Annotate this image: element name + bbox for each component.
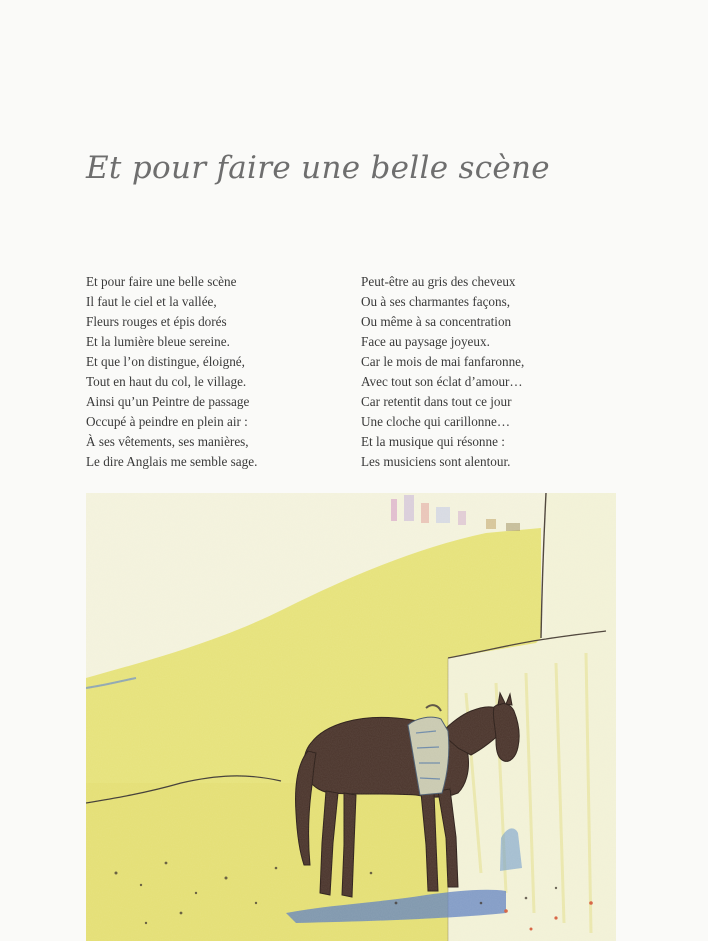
poem-title: Et pour faire une belle scène [86,150,550,186]
poem-line: Et la lumière bleue sereine. [86,334,230,349]
poem-line: Et que l’on distingue, éloigné, [86,354,245,369]
stanza-right [361,272,621,472]
poem-line: Avec tout son éclat d’amour… [361,374,523,389]
poem-line: Car le mois de mai fanfaronne, [361,354,525,369]
poem-line: Les musiciens sont alentour. [361,454,511,469]
stanza-left [86,272,336,472]
poem-line: Il faut le ciel et la vallée, [86,294,217,309]
poem-line: Occupé à peindre en plein air : [86,414,248,429]
poem-line: Fleurs rouges et épis dorés [86,314,227,329]
poem-line: Ainsi qu’un Peintre de passage [86,394,250,409]
poem-line: Le dire Anglais me semble sage. [86,454,258,469]
poem-line: Face au paysage joyeux. [361,334,490,349]
poem-line: Car retentit dans tout ce jour [361,394,512,409]
poem-line: Et la musique qui résonne : [361,434,505,449]
poem-line: Peut-être au gris des cheveux [361,274,516,289]
poem-line: Une cloche qui carillonne… [361,414,511,429]
poem-line: Et pour faire une belle scène [86,274,237,289]
poem-line: Ou même à sa concentration [361,314,512,329]
poem-line: À ses vêtements, ses manières, [86,434,249,449]
poem-line: Ou à ses charmantes façons, [361,294,511,309]
poem-line: Tout en haut du col, le village. [86,374,247,389]
horse-illustration [86,493,616,941]
